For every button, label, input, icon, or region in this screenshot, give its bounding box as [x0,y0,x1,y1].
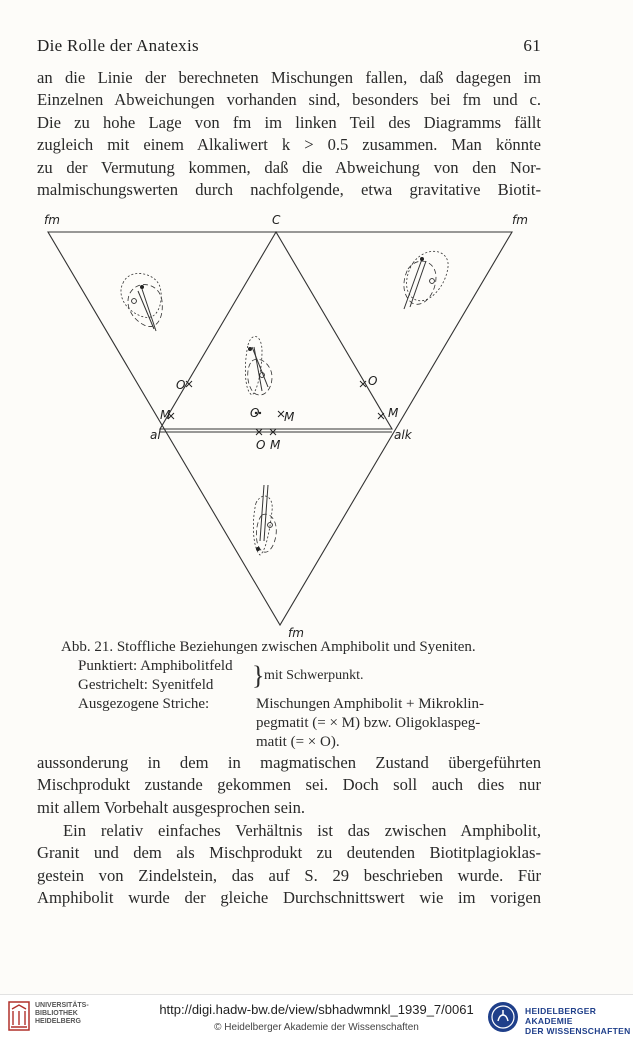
caption-title: Abb. 21. Stoffliche Beziehungen zwischen Amphibolit und Syeniten. [61,639,476,655]
triangle-diagram [30,205,550,645]
label-o-right: O [368,374,378,388]
label-m-left: M [160,408,171,422]
caption-solid-line: Mischungen Amphibolit + Mikroklin- [256,696,485,712]
viewer-footer [0,994,633,1040]
academy-name[interactable] [525,1006,633,1036]
label-fm-left: fm [44,213,60,227]
caption-legend-fields [78,657,538,695]
label-m-center: M [284,410,295,424]
page-number: 61 [523,36,541,55]
mixing-line [404,259,422,309]
dashed-field-bottom [256,514,276,552]
label-o-left: O [176,378,186,392]
centroid-dot [420,257,424,261]
text-line: Ein relativ einfaches Verhältnis ist das zwischen Amphibolit, [63,821,541,840]
label-m-right: M [388,406,399,420]
library-name-line: HEIDELBERG [35,1018,81,1025]
mixing-line [260,485,264,541]
text-line: Die zu hohe Lage von fm im linken Teil des Diagramms fällt [37,112,541,132]
academy-name-line: HEIDELBERGER AKADEMIE [525,1006,597,1026]
dotted-field-left [121,273,161,317]
copyright-notice: © Heidelberger Akademie der Wissenschaften [214,1022,419,1033]
label-fm-bottom: fm [288,626,304,640]
caption-dotted: Punktiert: Amphibolitfeld [78,658,233,674]
academy-name-line: DER WISSENSCHAFTEN [525,1026,631,1036]
text-line: an die Linie der berechneten Mischungen fallen, daß dagegen im [37,68,541,87]
text-line: aussonderung in dem in magmatischen Zustand übergeführten [37,753,541,772]
mixing-line [138,291,154,329]
caption-solid-label: Ausgezogene Striche: [78,696,210,712]
running-header [37,36,541,56]
cross-markers [168,381,384,435]
text-line: zu der Vermutung kommen, daß die Abweichung von den Nor- [37,157,541,177]
library-name-line: UNIVERSITÄTS- [35,1002,89,1009]
centroid-circle [430,279,435,284]
caption-dashed: Gestrichelt: Syenitfeld [78,677,214,693]
dashed-field-right [404,261,436,304]
figure-21-diagram [30,205,550,645]
centroid-dot [248,347,252,351]
label-o-axis: O [256,438,266,452]
caption-solid-line: pegmatit (= × M) bzw. Oligoklaspeg- [256,715,481,731]
text-line: Einzelnen Abweichungen vorhanden sind, besonders bei fm und c. [37,90,541,110]
text-line: gestein von Zindelstein, das auf S. 29 beschrieben wurde. Für [37,865,541,885]
centroid-dot [256,547,260,551]
label-alk: alk [394,428,412,442]
text-line: zugleich mit einem Alkaliwert k > 0.5 zusammen. Man könnte [37,135,541,155]
paragraph-2 [37,752,541,819]
centroid-dot [140,285,144,289]
mixing-line [264,485,268,541]
label-m-axis: M [270,438,281,452]
text-line: Granit und dem als Mischprodukt zu deutenden Biotitplagioklas- [37,843,541,863]
academy-seal-icon[interactable] [487,1001,519,1033]
paragraph-1 [37,67,541,201]
label-al: al [150,428,161,442]
caption-legend-lines [78,695,538,752]
inner-triangle [160,232,392,429]
label-fm-right: fm [512,213,528,227]
text-line: malmischungswerten durch nachfolgende, etwa gravitative Biotit- [37,180,541,200]
figure-caption [61,638,538,752]
brace-icon: } [252,661,265,690]
label-o-center: O [250,406,260,420]
paragraph-3 [37,820,541,910]
caption-centroid: mit Schwerpunkt. [264,668,364,683]
caption-solid-line: matit (= × O). [256,734,340,750]
text-line: mit allem Vorbehalt ausgesprochen sein. [37,797,306,817]
running-title: Die Rolle der Anatexis [37,36,199,55]
centroid-circle [132,299,137,304]
dashed-field-left [128,285,162,327]
text-line: Mischprodukt zustande gekommen sei. Doch soll auch dies nur [37,775,541,795]
library-name-line: BIBLIOTHEK [35,1010,78,1017]
permalink-url[interactable]: http://digi.hadw-bw.de/view/sbhadwmnkl_1939_7/0061 [159,1002,474,1017]
label-c: C [272,213,281,227]
text-line: Amphibolit wurde der gleiche Durchschnittswert wie im vorigen [37,888,541,908]
dotted-field-right [407,251,449,300]
